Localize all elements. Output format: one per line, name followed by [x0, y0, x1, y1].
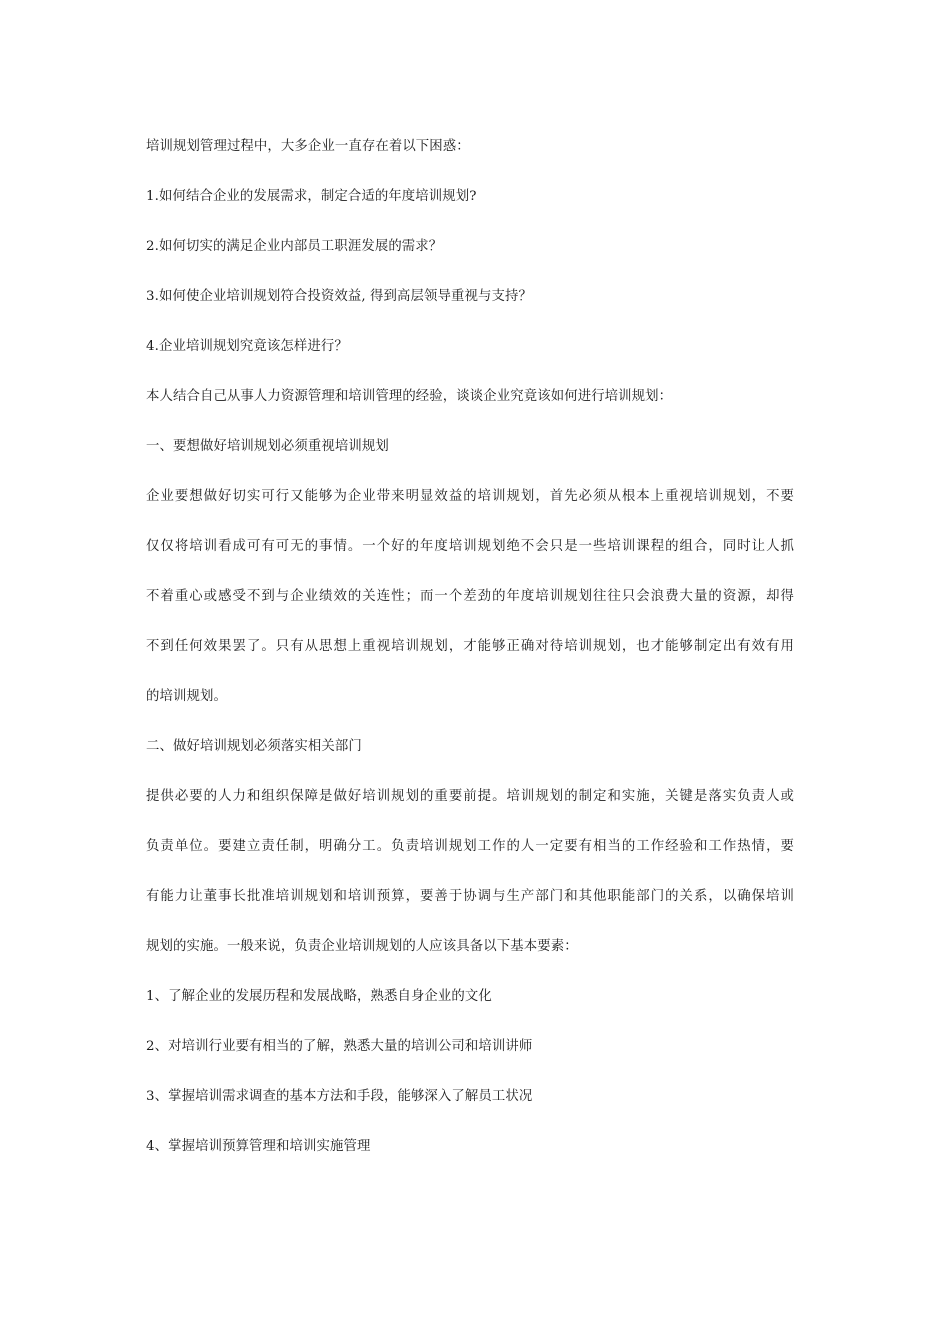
lead-text: 本人结合自己从事人力资源管理和培训管理的经验，谈谈企业究竟该如何进行培训规划：: [146, 389, 673, 404]
requirement-4: 4、掌握培训预算管理和培训实施管理: [146, 1139, 371, 1154]
paragraph-line: 负责单位。要建立责任制，明确分工。负责培训规划工作的人一定要有相当的工作经验和工作热情，要: [146, 839, 794, 854]
document-body: [146, 137, 794, 1187]
paragraph-line: 企业要想做好切实可行又能够为企业带来明显效益的培训规划，首先必须从根本上重视培训规划，不要: [146, 489, 794, 504]
question-2: 2.如何切实的满足企业内部员工职涯发展的需求？: [146, 239, 443, 254]
paragraph-line: 规划的实施。一般来说，负责企业培训规划的人应该具备以下基本要素：: [146, 939, 578, 954]
section-1-heading: 一、要想做好培训规划必须重视培训规划: [146, 439, 389, 454]
section-2-paragraph: [146, 787, 794, 957]
requirement-1: 1、了解企业的发展历程和发展战略，熟悉自身企业的文化: [146, 989, 492, 1004]
paragraph-line: 仅仅将培训看成可有可无的事情。一个好的年度培训规划绝不会只是一些培训课程的组合，同时让人抓: [146, 539, 794, 554]
intro-text: 培训规划管理过程中，大多企业一直存在着以下困惑：: [146, 139, 470, 154]
paragraph-line: 提供必要的人力和组织保障是做好培训规划的重要前提。培训规划的制定和实施，关键是落实负责人或: [146, 789, 794, 804]
question-3: 3.如何使企业培训规划符合投资效益, 得到高层领导重视与支持？: [146, 289, 532, 304]
section-1-paragraph: [146, 487, 794, 707]
section-2-heading: 二、做好培训规划必须落实相关部门: [146, 739, 362, 754]
paragraph-line: 有能力让董事长批准培训规划和培训预算，要善于协调与生产部门和其他职能部门的关系，以确保培训: [146, 889, 794, 904]
question-4: 4.企业培训规划究竟该怎样进行？: [146, 339, 348, 354]
paragraph-line: 不到任何效果罢了。只有从思想上重视培训规划，才能够正确对待培训规划，也才能够制定出有效有用: [146, 639, 794, 654]
requirement-2: 2、对培训行业要有相当的了解，熟悉大量的培训公司和培训讲师: [146, 1039, 533, 1054]
paragraph-line: 不着重心或感受不到与企业绩效的关连性；而一个差劲的年度培训规划往往只会浪费大量的资源，却得: [146, 589, 794, 604]
requirement-3: 3、掌握培训需求调查的基本方法和手段，能够深入了解员工状况: [146, 1089, 533, 1104]
paragraph-line: 的培训规划。: [146, 689, 227, 704]
question-1: 1.如何结合企业的发展需求，制定合适的年度培训规划?: [146, 189, 477, 204]
